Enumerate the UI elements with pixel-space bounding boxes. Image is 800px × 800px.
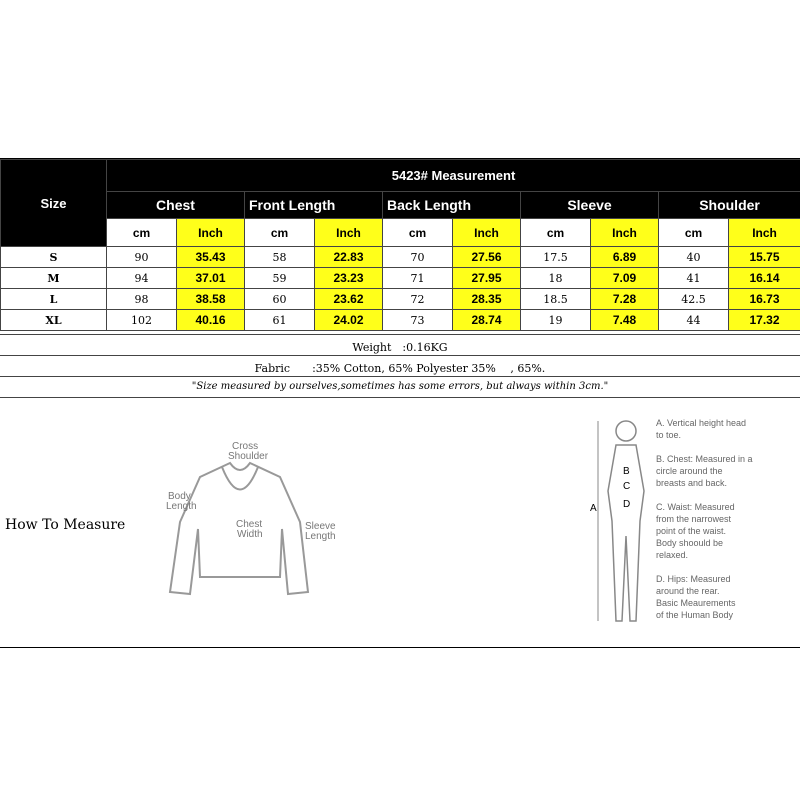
cm-cell: 44 [659, 310, 729, 331]
cm-cell: 72 [383, 289, 453, 310]
unit-inch: Inch [177, 219, 245, 247]
cm-cell: 90 [107, 247, 177, 268]
body-label-a: A [590, 503, 597, 514]
group-shoulder: Shoulder [659, 191, 800, 219]
shirt-diagram [160, 437, 360, 607]
label-body-length: Length [166, 501, 197, 512]
cm-cell: 58 [245, 247, 315, 268]
note-c [656, 501, 735, 561]
unit-inch: Inch [729, 219, 800, 247]
inch-cell: 7.28 [591, 289, 659, 310]
cm-cell: 19 [521, 310, 591, 331]
inch-cell: 35.43 [177, 247, 245, 268]
inch-cell: 16.14 [729, 268, 800, 289]
unit-cm: cm [521, 219, 591, 247]
inch-cell: 17.32 [729, 310, 800, 331]
note-b [656, 453, 753, 489]
inch-cell: 24.02 [315, 310, 383, 331]
inch-cell: 27.56 [453, 247, 521, 268]
inch-cell: 37.01 [177, 268, 245, 289]
size-chart [0, 158, 800, 648]
weight-info: Weight :0.16KG [352, 341, 448, 354]
size-cell: L [1, 289, 107, 310]
note-text: from the narrowest [656, 514, 732, 524]
group-front-length: Front Length [245, 191, 383, 219]
note-text: relaxed. [656, 550, 689, 560]
unit-inch: Inch [315, 219, 383, 247]
inch-cell: 16.73 [729, 289, 800, 310]
group-back-length: Back Length [383, 191, 521, 219]
note-text: Basic Meaurements [656, 598, 736, 608]
note-text: B. Chest: Measured in a [656, 454, 753, 464]
fabric-info: Fabric :35% Cotton, 65% Polyester 35% , 65%. [254, 362, 546, 375]
inch-cell: 7.09 [591, 268, 659, 289]
cm-cell: 98 [107, 289, 177, 310]
size-cell: M [1, 268, 107, 289]
cm-cell: 42.5 [659, 289, 729, 310]
label-body: Body [168, 491, 191, 502]
size-header: Size [1, 160, 107, 247]
label-width: Width [237, 529, 263, 540]
cm-cell: 70 [383, 247, 453, 268]
cm-cell: 59 [245, 268, 315, 289]
inch-cell: 22.83 [315, 247, 383, 268]
note-text: of the Human Body [656, 610, 734, 620]
cm-cell: 40 [659, 247, 729, 268]
note-d [656, 573, 736, 621]
inch-cell: 40.16 [177, 310, 245, 331]
note-text: A. Vertical height head [656, 418, 747, 428]
body-label-d: D [623, 499, 631, 510]
body-label-b: B [623, 466, 630, 477]
unit-cm: cm [659, 219, 729, 247]
cm-cell: 94 [107, 268, 177, 289]
table-row [1, 268, 800, 289]
note-text: Body shoould be [656, 538, 724, 548]
inch-cell: 7.48 [591, 310, 659, 331]
body-label-c: C [623, 481, 631, 492]
unit-inch: Inch [453, 219, 521, 247]
unit-cm: cm [383, 219, 453, 247]
label-cross: Cross [232, 441, 259, 452]
cm-cell: 60 [245, 289, 315, 310]
label-chest: Chest [236, 519, 263, 530]
cm-cell: 41 [659, 268, 729, 289]
body-diagram [590, 411, 650, 631]
table-row [1, 247, 800, 268]
unit-cm: cm [107, 219, 177, 247]
size-disclaimer: "Size measured by ourselves,sometimes has some errors, but always within 3cm." [191, 381, 609, 392]
size-cell: S [1, 247, 107, 268]
inch-cell: 6.89 [591, 247, 659, 268]
inch-cell: 23.23 [315, 268, 383, 289]
label-sleeve-length: Length [305, 531, 336, 542]
table-title: 5423# Measurement [107, 160, 800, 192]
cm-cell: 73 [383, 310, 453, 331]
size-cell: XL [1, 310, 107, 331]
cm-cell: 61 [245, 310, 315, 331]
group-chest: Chest [107, 191, 245, 219]
label-sleeve: Sleeve [305, 521, 336, 532]
note-text: point of the waist. [656, 526, 727, 536]
note-text: breasts and back. [656, 478, 728, 488]
body-head [616, 421, 636, 441]
unit-inch: Inch [591, 219, 659, 247]
cm-cell: 17.5 [521, 247, 591, 268]
inch-cell: 38.58 [177, 289, 245, 310]
note-text: C. Waist: Measured [656, 502, 735, 512]
note-text: D. Hips: Measured [656, 574, 731, 584]
cm-cell: 102 [107, 310, 177, 331]
cm-cell: 18.5 [521, 289, 591, 310]
cm-cell: 18 [521, 268, 591, 289]
table-row [1, 310, 800, 331]
group-sleeve: Sleeve [521, 191, 659, 219]
measurement-table [0, 159, 800, 331]
label-shoulder: Shoulder [228, 451, 269, 462]
inch-cell: 27.95 [453, 268, 521, 289]
note-a [656, 417, 746, 441]
table-row [1, 289, 800, 310]
inch-cell: 28.35 [453, 289, 521, 310]
how-to-measure-label: How To Measure [5, 517, 126, 533]
inch-cell: 23.62 [315, 289, 383, 310]
inch-cell: 28.74 [453, 310, 521, 331]
unit-cm: cm [245, 219, 315, 247]
note-text: circle around the [656, 466, 723, 476]
note-text: around the rear. [656, 586, 720, 596]
note-text: to toe. [656, 430, 682, 440]
inch-cell: 15.75 [729, 247, 800, 268]
cm-cell: 71 [383, 268, 453, 289]
